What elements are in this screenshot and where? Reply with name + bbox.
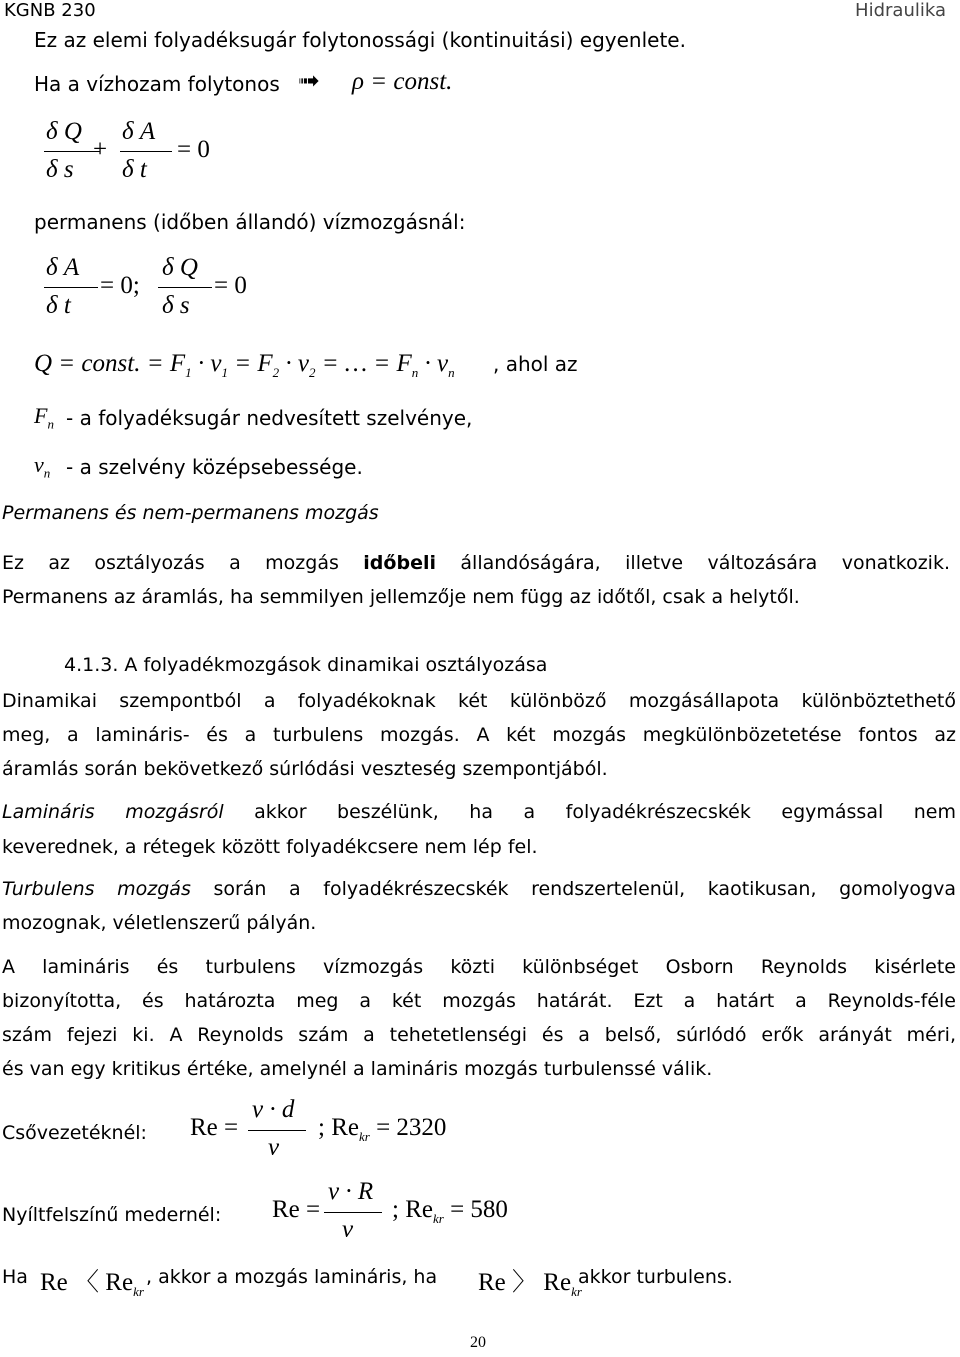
fn-definition: - a folyadéksugár nedvesített szelvénye, xyxy=(66,406,473,430)
eq-zero-3: = 0 xyxy=(214,272,247,299)
re1-num: v · d xyxy=(252,1096,295,1123)
paragraph-permanent-def: Permanens az áramlás, ha semmilyen jellemzője nem függ az időtől, csak a helytől. xyxy=(2,586,800,608)
plus-sign: + xyxy=(93,136,108,163)
vn-symbol: $v_n$ xyxy=(34,452,51,481)
p5-line1: A lamináris és turbulens vízmozgás közti különbséget Osborn Reynolds kisérlete xyxy=(2,956,956,978)
frac1-den: δ s xyxy=(46,156,74,183)
frac2-bar xyxy=(120,151,172,152)
eq-zero-1: = 0 xyxy=(177,136,210,163)
section-title: Permanens és nem-permanens mozgás xyxy=(2,502,379,524)
p4-line2: mozognak, véletlenszerű pályán. xyxy=(2,912,317,934)
ahol-az: , ahol az xyxy=(493,352,578,376)
p2-line3: áramlás során bekövetkező súrlódási veszteség szempontjából. xyxy=(2,758,608,780)
frac3-num: δ A xyxy=(46,254,80,281)
continuity-sentence: Ez az elemi folyadéksugár folytonossági (kontinuitási) egyenlete. xyxy=(34,28,686,52)
frac2-num: δ A xyxy=(122,118,156,145)
rho-const: ρ = const. xyxy=(352,68,453,95)
re2-num: v · R xyxy=(328,1178,374,1205)
p5-line4: és van egy kritikus értéke, amelynél a lamináris mozgás turbulenssé válik. xyxy=(2,1058,713,1080)
paragraph-classification: Ez az osztályozás a mozgás időbeli állandóságára, illetve változására vonatkozik. xyxy=(2,552,950,574)
re2-den: ν xyxy=(342,1216,354,1243)
frac1-num: δ Q xyxy=(46,118,82,145)
akkor-turbulent: akkor turbulens. xyxy=(578,1266,733,1288)
re-lt-rekr: Re 〈 $Re_{kr}$ xyxy=(40,1269,144,1299)
frac4-bar xyxy=(158,287,212,288)
subsection-heading: 4.1.3. A folyadékmozgások dinamikai osztályozása xyxy=(64,654,548,676)
frac3-bar xyxy=(44,287,98,288)
frac3-den: δ t xyxy=(46,292,71,319)
frac2-den: δ t xyxy=(122,156,147,183)
channel-label: Nyíltfelszínű medernél: xyxy=(2,1204,222,1226)
header-right: Hidraulika xyxy=(855,0,946,21)
re2-bar xyxy=(324,1212,382,1213)
re1-den: ν xyxy=(268,1134,280,1161)
re-eq-2: Re = xyxy=(272,1196,321,1223)
fn-symbol: $F_n$ xyxy=(34,403,54,432)
p2-line1: Dinamikai szempontból a folyadékoknak két különböző mozgásállapota különböztethető xyxy=(2,690,956,712)
eq-zero-2: = 0; xyxy=(100,272,140,299)
page-number: 20 xyxy=(470,1334,486,1351)
header-left: KGNB 230 xyxy=(4,0,96,21)
p3-line2: keverednek, a rétegek között folyadékcsere nem lép fel. xyxy=(2,836,538,858)
re-kr-1: ; $Re_{kr} = 2320$ xyxy=(318,1114,447,1144)
re-kr-2: ; $Re_{kr} = 580$ xyxy=(392,1196,508,1226)
pipe-label: Csővezetéknél: xyxy=(2,1122,147,1144)
p4-line1: Turbulens mozgás során a folyadékrészecskék rendszertelenül, kaotikusan, gomolyogva xyxy=(2,878,956,900)
re-eq-1: Re = xyxy=(190,1114,239,1141)
p2-line2: meg, a lamináris- és a turbulens mozgás. A két mozgás megkülönbözetetése fontos az xyxy=(2,724,956,746)
permanent-heading: permanens (időben állandó) vízmozgásnál: xyxy=(34,210,466,234)
vn-definition: - a szelvény középsebessége. xyxy=(66,455,363,479)
re1-bar xyxy=(248,1130,306,1131)
frac1-bar xyxy=(44,151,100,152)
ha-word: Ha xyxy=(2,1266,28,1288)
q-const-equation: Q = const. = $F_1 \cdot v_1 = F_2 \cdot v_2$ = … = $F_n \cdot v_n$ xyxy=(34,350,455,380)
p5-line3: szám fejezi ki. A Reynolds szám a tehetetlenségi és a belső, súrlódó erők arányát méri, xyxy=(2,1024,956,1046)
discharge-sentence: Ha a vízhozam folytonos xyxy=(34,72,280,96)
frac4-num: δ Q xyxy=(162,254,198,281)
frac4-den: δ s xyxy=(162,292,190,319)
akkor-laminar: , akkor a mozgás lamináris, ha xyxy=(146,1266,438,1288)
p5-line2: bizonyította, és határozta meg a két mozgás határát. Ezt a határt a Reynolds-féle xyxy=(2,990,956,1012)
arrow-icon: ➟ xyxy=(298,66,320,96)
p3-line1: Lamináris mozgásról akkor beszélünk, ha a folyadékrészecskék egymással nem xyxy=(2,801,956,823)
re-gt-rekr: Re 〉 $Re_{kr}$ xyxy=(478,1269,582,1299)
